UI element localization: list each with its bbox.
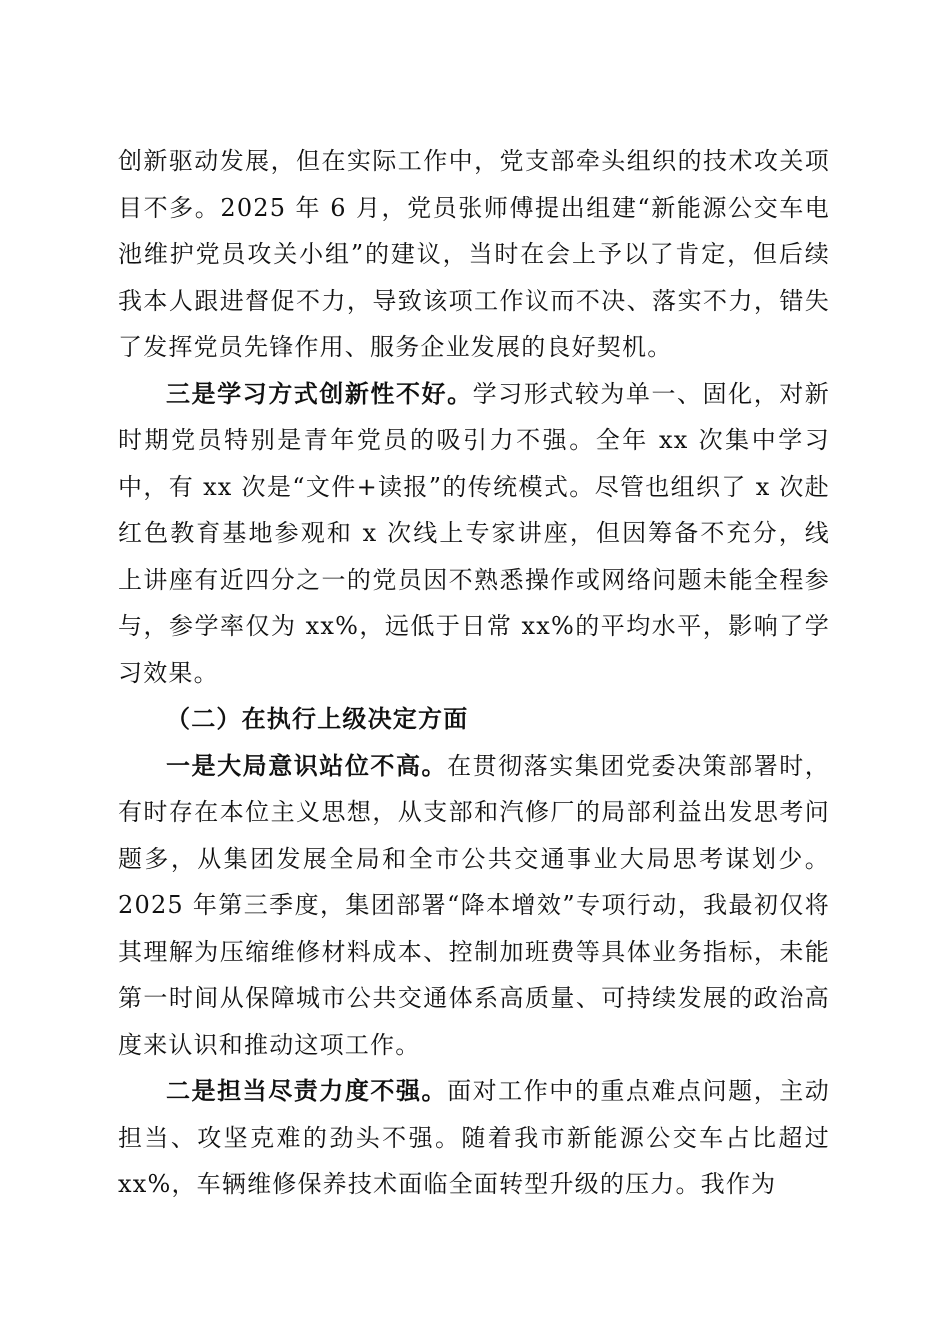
paragraph-lead: 二是担当尽责力度不强。 bbox=[166, 1076, 448, 1105]
paragraph-text: 创新驱动发展，但在实际工作中，党支部牵头组织的技术攻关项目不多。2025 年 6 月，党员张师傅提出组建“新能源公交车电池维护党员攻关小组”的建议，当时在会上予以了肯定，但后续我本人跟进督促不力，导致该项工作议而不决、落实不力，错失了发挥党员先锋作用、服务企业发展的良好契机。 bbox=[118, 147, 830, 361]
paragraph-learning-method bbox=[118, 371, 830, 697]
paragraph-continuation bbox=[118, 138, 830, 371]
section-heading bbox=[118, 696, 830, 743]
paragraph-lead: 三是学习方式创新性不好。 bbox=[166, 378, 473, 408]
section-heading-text: （二）在执行上级决定方面 bbox=[166, 704, 469, 733]
paragraph-text: 面对工作中的重点难点问题，主动担当、攻坚克难的劲头不强。随着我市新能源公交车占比超过 xx%，车辆维修保养技术面临全面转型升级的压力。我作为 bbox=[118, 1077, 831, 1198]
paragraph-responsibility bbox=[118, 1068, 830, 1208]
paragraph-text: 学习形式较为单一、固化，对新时期党员特别是青年党员的吸引力不强。全年 xx 次集中学习中，有 xx 次是“文件+读报”的传统模式。尽管也组织了 x 次赴红色教育基地参观和 x 次线上专家讲座，但因筹备不充分，线上讲座有近四分之一的党员因不熟悉操作或网络问题未能全程参与，参学率仅为 xx%，远低于日常 xx%的平均水平，影响了学习效果。 bbox=[118, 379, 830, 687]
paragraph-lead: 一是大局意识站位不高。 bbox=[166, 750, 448, 780]
paragraph-overall-awareness bbox=[118, 743, 830, 1069]
document-body bbox=[118, 138, 830, 1208]
paragraph-text: 在贯彻落实集团党委决策部署时，有时存在本位主义思想，从支部和汽修厂的局部利益出发思考问题多，从集团发展全局和全市公共交通事业大局思考谋划少。2025 年第三季度，集团部署“降本增效”专项行动，我最初仅将其理解为压缩维修材料成本、控制加班费等具体业务指标，未能第一时间从保障城市公共交通体系高质量、可持续发展的政治高度来认识和推动这项工作。 bbox=[118, 751, 831, 1059]
